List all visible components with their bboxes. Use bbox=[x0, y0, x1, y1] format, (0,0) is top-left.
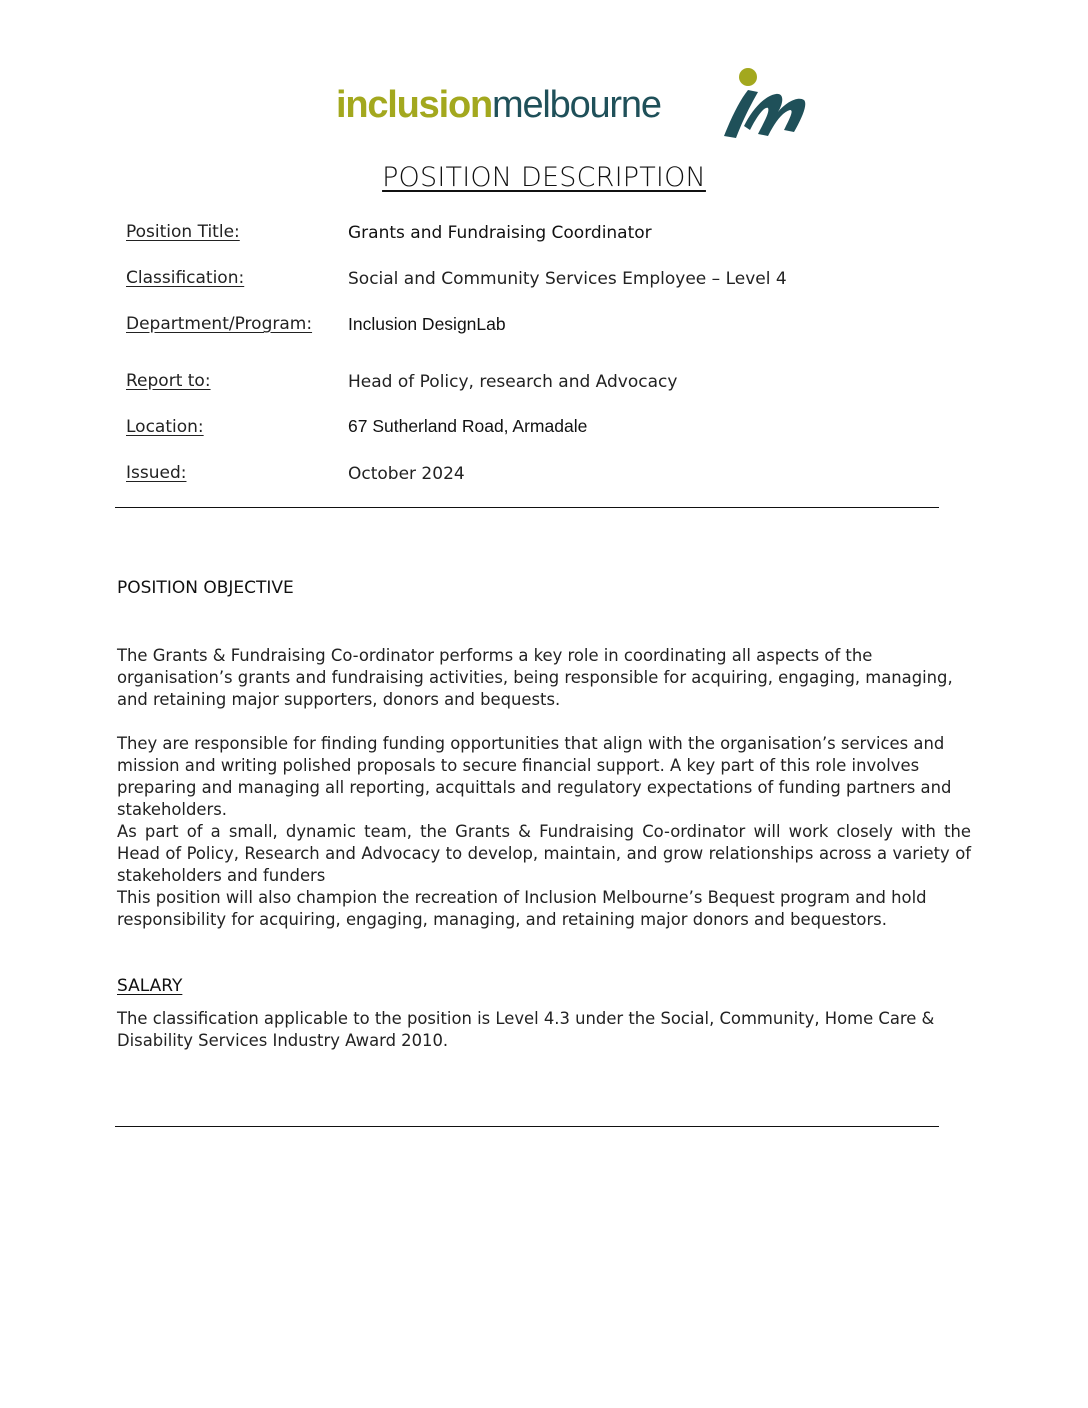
divider-top bbox=[115, 507, 939, 508]
label-position-title: Position Title: bbox=[126, 222, 240, 242]
objective-paragraph-1: The Grants & Fundraising Co-ordinator performs a key role in coordinating all aspects of the organisation’s grants and fundraising activities, being responsible for acquiring, engaging, managing, and retaining major supporters, donors and bequests. bbox=[117, 646, 953, 709]
objective-paragraph-4: This position will also champion the recreation of Inclusion Melbourne’s Bequest program and hold responsibility for acquiring, engaging, managing, and retaining major donors and bequestors. bbox=[117, 888, 927, 929]
salary-heading: SALARY bbox=[117, 976, 183, 996]
objective-heading: POSITION OBJECTIVE bbox=[117, 578, 294, 598]
value-location: 67 Sutherland Road, Armadale bbox=[348, 416, 588, 436]
logo-word-inclusion: inclusion bbox=[336, 84, 492, 126]
label-report-to: Report to: bbox=[126, 371, 211, 391]
inclusion-melbourne-logo bbox=[336, 66, 816, 146]
objective-paragraph-3: As part of a small, dynamic team, the Grants & Fundraising Co-ordinator will work closely with the Head of Policy, Research and Advocacy to develop, maintain, and grow relationships across a variety of stakeholders and funders bbox=[117, 822, 971, 885]
label-classification: Classification: bbox=[126, 268, 245, 288]
label-issued: Issued: bbox=[126, 463, 187, 483]
page-title: POSITION DESCRIPTION bbox=[382, 162, 706, 193]
label-department: Department/Program: bbox=[126, 314, 313, 334]
value-classification: Social and Community Services Employee – Level 4 bbox=[348, 269, 787, 289]
value-department: Inclusion DesignLab bbox=[348, 314, 506, 334]
value-report-to: Head of Policy, research and Advocacy bbox=[348, 372, 678, 392]
logo-im-mark-icon bbox=[718, 66, 810, 142]
value-position-title: Grants and Fundraising Coordinator bbox=[348, 223, 652, 243]
objective-paragraph-2: They are responsible for finding funding opportunities that align with the organisation’s services and mission and writing polished proposals to secure financial support. A key part of this role involves preparing and managing all reporting, acquittals and regulatory expectations of funding partners and stakeholders. bbox=[117, 734, 952, 819]
divider-bottom bbox=[115, 1126, 939, 1127]
label-location: Location: bbox=[126, 417, 204, 437]
salary-paragraph: The classification applicable to the position is Level 4.3 under the Social, Community, Home Care & Disability Services Industry Award 2010. bbox=[117, 1009, 935, 1050]
logo-wordmark bbox=[336, 83, 661, 127]
logo-word-melbourne: melbourne bbox=[492, 84, 661, 126]
value-issued: October 2024 bbox=[348, 464, 465, 484]
